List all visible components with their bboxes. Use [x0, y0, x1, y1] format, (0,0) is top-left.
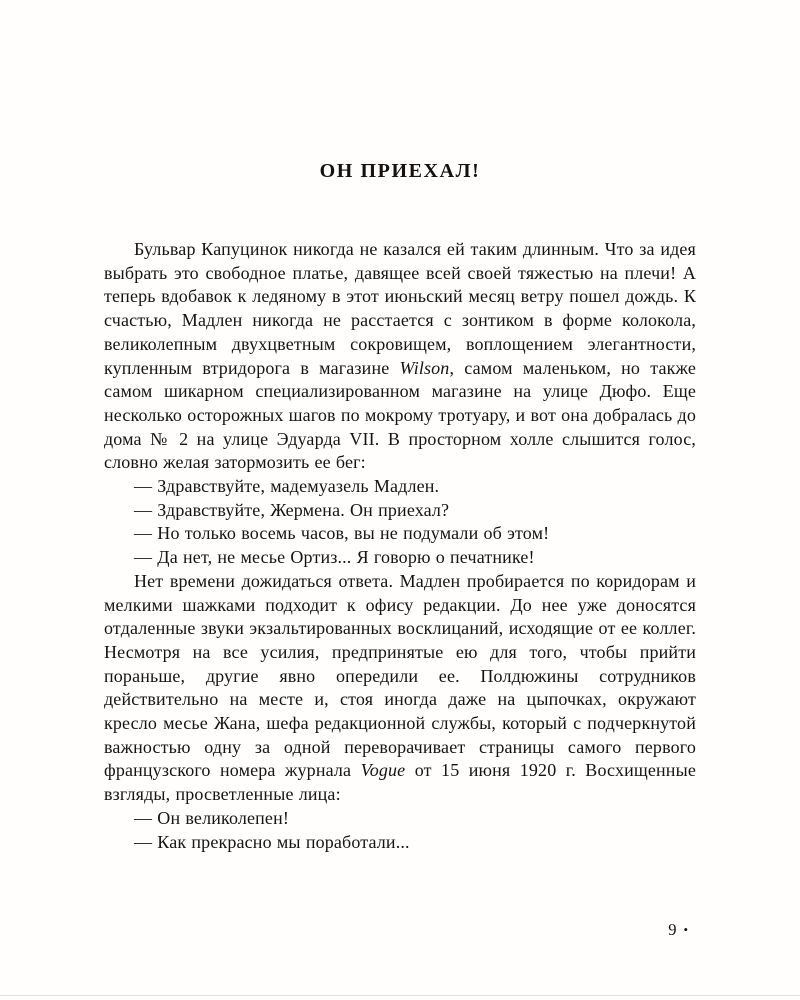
- body-text: [104, 238, 696, 854]
- dialogue-line: [104, 831, 696, 855]
- dialogue-line: [104, 475, 696, 499]
- dialogue-line: [104, 546, 696, 570]
- chapter-title: ОН ПРИЕХАЛ!: [319, 160, 481, 182]
- text-run: — Да нет, не месье Ортиз... Я говорю о печатнике!: [134, 547, 535, 568]
- page-bottom-edge: [0, 995, 800, 996]
- page-number: [668, 920, 688, 940]
- page-number-value: 9: [668, 920, 677, 939]
- paragraph: [104, 570, 696, 807]
- dialogue-line: [104, 522, 696, 546]
- text-run: , самом маленьком, но также самом шикарном специализированном магазине на улице Дюфо. Еще несколько осторожных шагов по мокрому тротуару, и вот она добралась до дома № 2 на улице Эдуарда VII. В просторном холле слышится голос, словно желая затормозить ее бег:: [104, 357, 697, 473]
- text-run: Бульвар Капуцинок никогда не казался ей таким длинным. Что за идея выбрать это свободное платье, давящее всей своей тяжестью на плечи! А теперь вдобавок к ледяному в этот июньский месяц ветру пошел дождь. К счастью, Мадлен никогда не расстается с зонтиком в форме колокола, великолепным двухцветным сокровищем, воплощением элегантности, купленным втридорога в магазине: [104, 239, 696, 378]
- footer-bullet-icon: •: [683, 922, 688, 937]
- text-run: Нет времени дожидаться ответа. Мадлен пробирается по коридорам и мелкими шажками подходит к офису редакции. До нее уже доносятся отдаленные звуки экзальтированных восклицаний, исходящие от ее коллег. Несмотря на все усилия, предпринятые ею для того, чтобы прийти пораньше, другие явно опередили ее. Полдюжины сотрудников действительно на месте и, стоя иногда даже на цыпочках, окружают кресло месье Жана, шефа редакционной службы, который с подчеркнутой важностью одну за одной переворачивает страницы самого первого французского номера журнала: [104, 570, 696, 781]
- text-run: от 15 июня 1920 г. Восхищенные взгляды, просветленные лица:: [104, 760, 696, 805]
- paragraph: [104, 238, 696, 475]
- text-run: — Но только восемь часов, вы не подумали об этом!: [134, 523, 550, 544]
- dialogue-line: [104, 807, 696, 831]
- text-run: — Здравствуйте, Жермена. Он приехал?: [134, 499, 450, 520]
- dialogue-line: [104, 499, 696, 523]
- magazine-name-wilson: Wilson: [399, 357, 450, 378]
- text-run: — Как прекрасно мы поработали...: [134, 831, 410, 852]
- text-run: — Здравствуйте, мадемуазель Мадлен.: [134, 476, 440, 497]
- text-run: — Он великолепен!: [134, 807, 289, 828]
- magazine-name-vogue: Vogue: [360, 760, 406, 781]
